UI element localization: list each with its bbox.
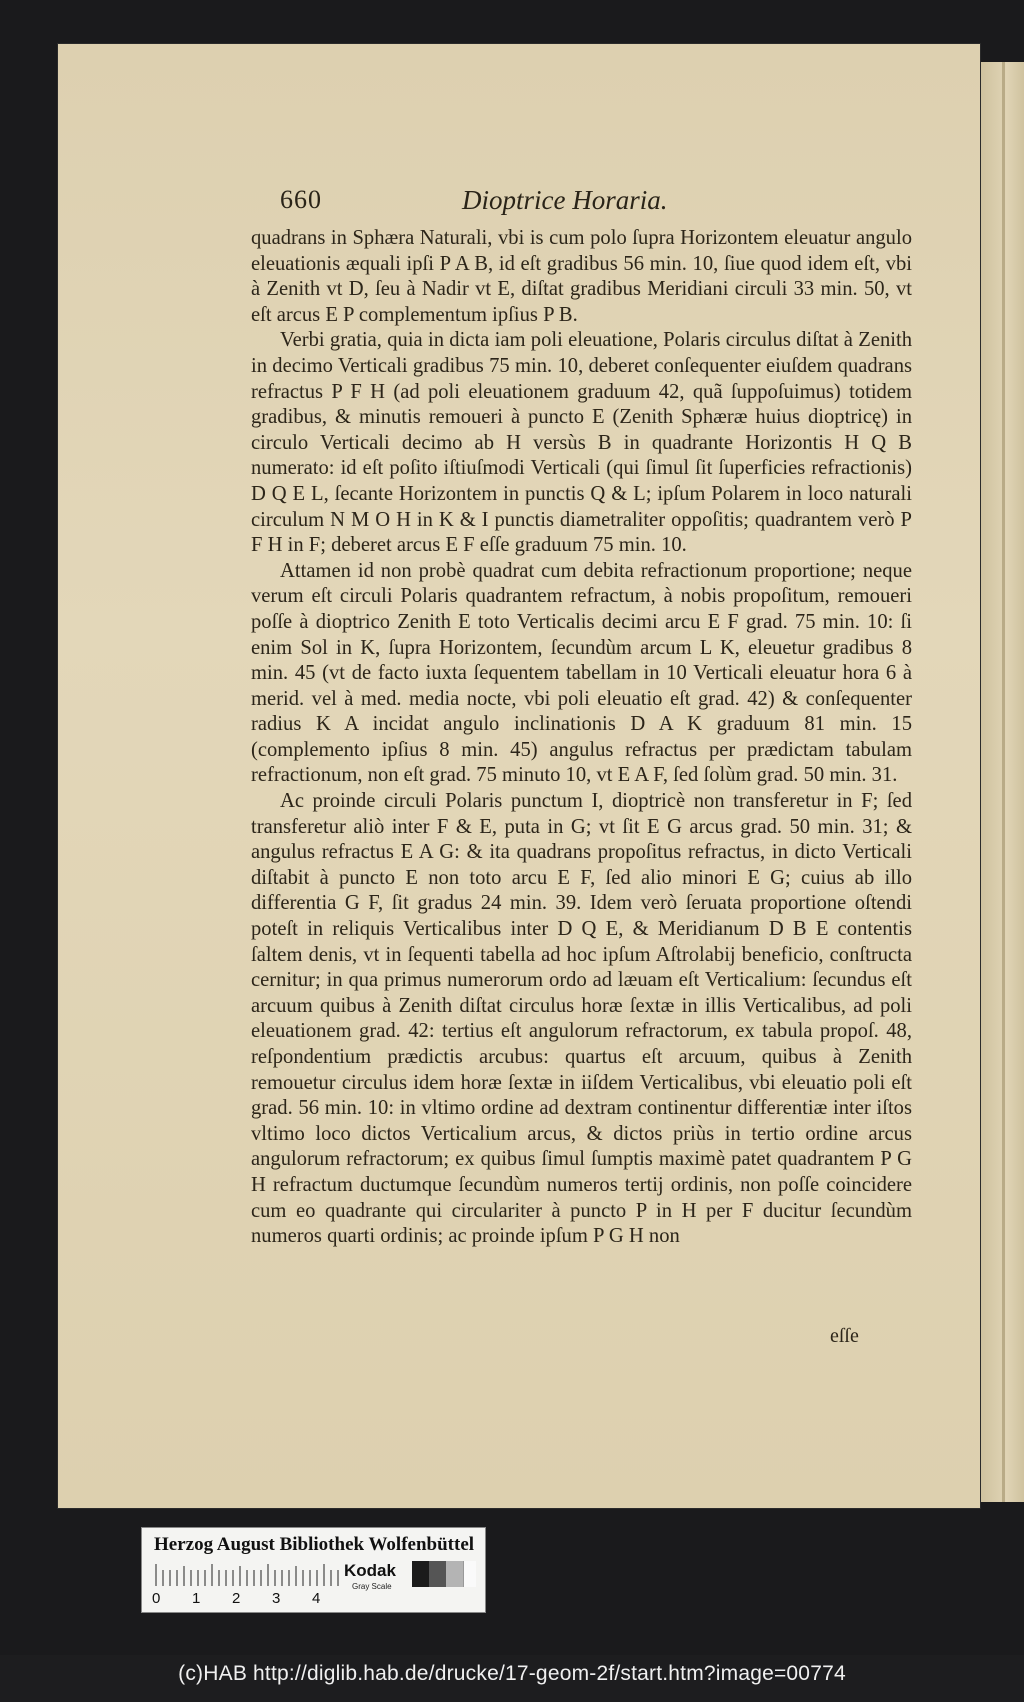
library-label: Herzog August Bibliothek Wolfenbüttel (154, 1534, 475, 1555)
ruler-digits (152, 1590, 352, 1610)
gray-swatch-dark (412, 1561, 429, 1587)
catchword: eſſe (830, 1325, 859, 1347)
running-title: Dioptrice Horaria. (462, 185, 668, 215)
page-header (280, 185, 920, 221)
paragraph: Attamen id non probè quadrat cum debita refractionum proportione; neque verum eſt circuli Polaris quadrantem refractum, à nobis propoſitum, remoueri poſſe à dioptrico Zenith E toto Verticalis decimi arcu E F grad. 75 min. 10: ſi enim Sol in K, ſupra Horizontem, ſecundùm arcum L K, eleuetur gradibus 8 min. 45 (vt de facto iuxta ſequentem tabellam in 10 Verticali eleuatur hora 6 à merid. vel à med. media nocte, vbi poli eleuatio eſt grad. 42) & conſequenter radius K A incidat angulo inclinationis D A K graduum 81 min. 15 (complemento ipſius 8 min. 45) angulus refractus per prædictam tabulam refractionum, non eſt grad. 75 minuto 10, vt E A F, ſed ſolùm grad. 50 min. 31. (251, 559, 912, 787)
page-body-text (251, 226, 912, 1250)
color-scale-card (141, 1527, 486, 1613)
gray-swatch-mid (429, 1561, 446, 1587)
gray-swatch-light (446, 1561, 463, 1587)
ruler-ticks (154, 1564, 342, 1586)
page-gutter-line (1002, 62, 1005, 1502)
gray-swatch-white (463, 1561, 476, 1587)
gray-scale-label: Gray Scale (352, 1582, 392, 1591)
kodak-logo: Kodak (344, 1561, 396, 1580)
paragraph: Verbi gratia, quia in dicta iam poli eleuatione, Polaris circulus diſtat à Zenith in decimo Verticali gradibus 75 min. 10, deberet conſequenter eiuſdem quadrans refractus P F H (ad poli eleuationem graduum 42, quã ſuppoſuimus) totidem gradibus, & minutis remoueri à puncto E (Zenith Sphæræ huius dioptricę) in circulo Verticali decimo ab H versùs B in quadrante Horizontis H Q B numerato: id eſt poſito iſtiuſmodi Verticali (qui ſimul ſit ſuperficies refractionis) D Q E L, ſecante Horizontem in punctis Q & L; ipſum Polarem in loco naturali circulum N M O H in K & I punctis diametraliter oppoſitis; quadrantem verò P F H in F; deberet arcus E F eſſe graduum 75 min. 10. (251, 329, 912, 557)
ruler-digit: 1 (192, 1590, 201, 1607)
paragraph: Ac proinde circuli Polaris punctum I, dioptricè non transferetur in F; ſed transferetur aliò inter F & E, puta in G; vt ſit E G arcus grad. 50 min. 31; & angulus refractus E A G: & ita quadrans propoſitus refractus, in dicto Verticali diſtabit à puncto E non toto arcu E F, ſed alio minori E G; cuius ab illo differentia G F, ſit gradus 24 min. 39. Idem verò ſeruata proportione oſtendi poteſt in reliquis Verticalibus inter D Q E, & Meridianum D B E contentis ſaltem denis, vt in ſequenti tabella ad hoc ipſum Aſtrolabij beneficio, conſtructa cernitur; in qua primus numerorum ordo ad læuam eſt Verticalium: ſecundus eſt arcuum quibus à Zenith diſtat circulus horæ ſextæ in illis Verticalibus, ad poli eleuationem grad. 42: tertius eſt angulorum refractorum, ex tabula propoſ. 48, reſpondentium prædictis arcubus: quartus eſt arcuum, quibus à Zenith remouetur circulus idem horæ ſextæ in iiſdem Verticalibus, vbi eleuatio poli eſt grad. 56 min. 10: in vltimo ordine ad dextram continentur differentiæ inter iſtos vltimo loco dictos Verticalium arcus, & dictos priùs in tertio ordine arcus angulorum refractorum; ex quibus ſimul ſumptis maximè patet quadrantem P G H refractum ductumque ſecundùm numeros tertij ordinis, non poſſe coincidere cum eo quadrante qui circulariter à puncto P in H per F ducitur ſecundùm numeros quarti ordinis; ac proinde ipſum P G H non (251, 790, 912, 1248)
ruler-digit: 0 (152, 1590, 161, 1607)
ruler-digit: 3 (272, 1590, 281, 1607)
paragraph: quadrans in Sphæra Naturali, vbi is cum polo ſupra Horizontem eleuatur angulo eleuationis æquali ipſi P A B, id eſt gradibus 56 min. 10, ſiue quod idem eſt, vbi à Zenith vt D, ſeu à Nadir vt E, diſtat gradibus Meridiani circuli 33 min. 50, vt eſt arcus E P complementum ipſius P B. (251, 227, 912, 326)
page-number: 660 (280, 185, 322, 214)
copyright-footer: (c)HAB http://diglib.hab.de/drucke/17-geom-2f/start.htm?image=00774 (178, 1662, 846, 1685)
ruler-digit: 4 (312, 1590, 321, 1607)
ruler-digit: 2 (232, 1590, 241, 1607)
